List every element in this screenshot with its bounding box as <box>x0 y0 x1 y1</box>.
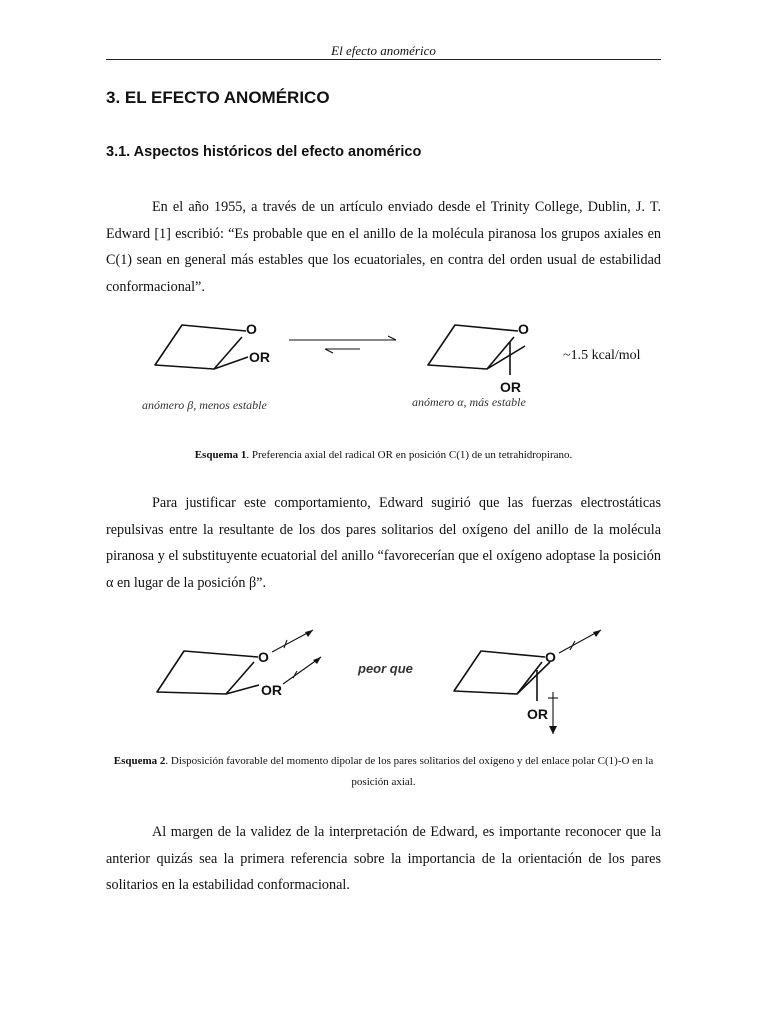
scheme1-alpha-o: O <box>518 321 529 337</box>
section-title: 3. EL EFECTO ANOMÉRICO <box>106 88 330 107</box>
scheme2-axial-structure <box>454 630 601 734</box>
scheme2-left-o: O <box>258 649 269 665</box>
scheme2-right-o: O <box>545 649 556 665</box>
scheme1-beta-o: O <box>246 321 257 337</box>
scheme1-alpha-or: OR <box>500 379 521 395</box>
paragraph-3: Al margen de la validez de la interpretación de Edward, es importante reconocer que la anterior quizás sea la primera referencia sobre la importancia de la orientación de los pares solitarios en la estabilidad conformacional. <box>106 824 661 893</box>
subsection-title: 3.1. Aspectos históricos del efecto anomérico <box>106 144 422 160</box>
scheme1-energy: ~1.5 kcal/mol <box>563 348 641 363</box>
beta-anomer-structure <box>155 321 270 369</box>
scheme2-left-or: OR <box>261 682 282 698</box>
scheme1-label-alpha: anómero α, más estable <box>412 395 526 409</box>
scheme-1-caption: Esquema 1. Preferencia axial del radical OR en posición C(1) de un tetrahidropirano. <box>194 449 573 461</box>
scheme2-equatorial-structure <box>157 630 321 698</box>
scheme2-right-or: OR <box>527 706 548 722</box>
alpha-anomer-structure <box>428 321 529 395</box>
paragraph-2: Para justificar este comportamiento, Edward sugirió que las fuerzas electrostáticas repulsivas entre la resultante de los dos pares solitarios del oxígeno del anillo de la molécula piranosa y el substituyente ecuatorial del anillo “favorecerían que el oxígeno adoptase la posición α en lugar de la posición β”. <box>106 495 661 591</box>
equilibrium-arrows <box>289 336 396 353</box>
scheme-2-caption: Esquema 2. Disposición favorable del momento dipolar de los pares solitarios del oxígeno y del enlace polar C(1)-O en la posición axial. <box>113 755 654 788</box>
scheme1-label-beta: anómero β, menos estable <box>142 398 267 412</box>
running-head: El efecto anomérico <box>331 43 436 58</box>
scheme2-comparison: peor que <box>358 661 413 676</box>
scheme1-beta-or: OR <box>249 349 270 365</box>
paragraph-1: En el año 1955, a través de un artículo enviado desde el Trinity College, Dublin, J. T. Edward [1] escribió: “Es probable que en el anillo de la molécula piranosa los grupos axiales en C(1) sean en general más estables que los ecuatoriales, en contra del orden usual de estabilidad conformacional”. <box>106 199 661 295</box>
